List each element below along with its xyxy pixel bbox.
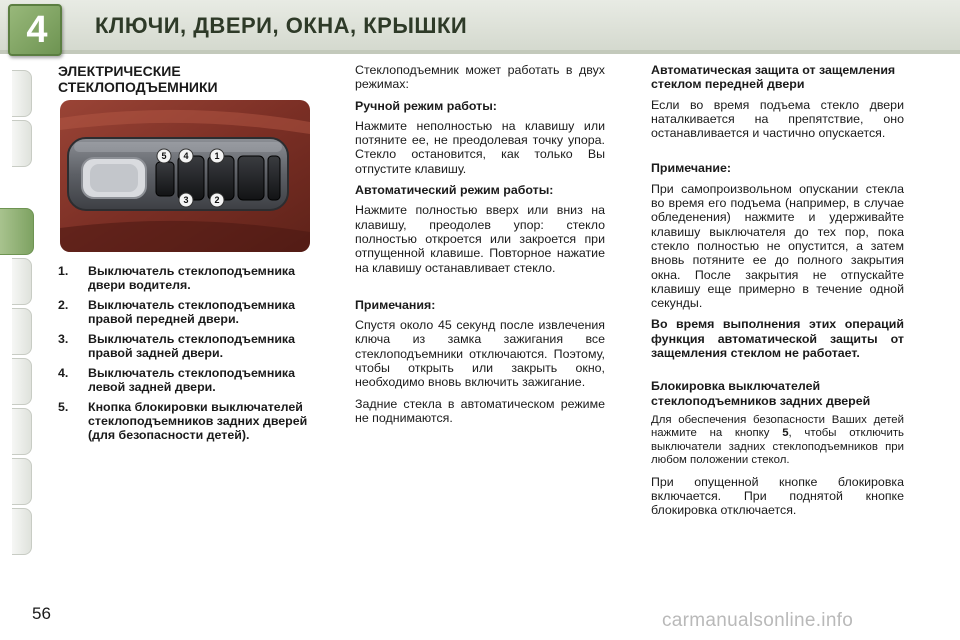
child-lock-button-number: 5 bbox=[782, 427, 789, 440]
antipinch-text: Если во время подъема стекло двери наталкивается на препятствие, оно останавливается и частично опускается. bbox=[651, 97, 904, 141]
legend-item bbox=[58, 332, 313, 360]
legend-text: Выключатель стеклоподъемника двери водителя. bbox=[88, 264, 296, 292]
section-title: ЭЛЕКТРИЧЕСКИЕ СТЕКЛОПОДЪЕМНИКИ bbox=[58, 63, 218, 95]
legend-text: Выключатель стеклоподъемника левой задней двери. bbox=[88, 366, 296, 394]
legend-item bbox=[58, 400, 313, 442]
side-tab-6[interactable] bbox=[12, 358, 32, 405]
door-handle bbox=[90, 164, 138, 192]
child-lock-text bbox=[651, 414, 904, 468]
antipinch-heading: Автоматическая защита от защемления стеклом передней двери bbox=[651, 63, 896, 92]
side-tab-2[interactable] bbox=[12, 120, 32, 167]
chapter-badge bbox=[8, 4, 62, 56]
legend-number: 2. bbox=[58, 298, 69, 312]
manual-mode-text: Нажмите неполностью на клавишу или потяните ее, не преодолевая точку упора. Стекло остановится, как только Вы отпустите клавишу. bbox=[355, 118, 605, 176]
chapter-title: КЛЮЧИ, ДВЕРИ, ОКНА, КРЫШКИ bbox=[95, 13, 468, 38]
manual-mode-heading: Ручной режим работы: bbox=[355, 98, 497, 113]
callout-4: 4 bbox=[183, 151, 189, 161]
legend-number: 3. bbox=[58, 332, 69, 346]
side-tab-5[interactable] bbox=[12, 308, 32, 355]
switch-3-rear-right[interactable] bbox=[208, 156, 234, 200]
legend-item bbox=[58, 366, 313, 394]
child-lock-state: При опущенной кнопке блокировка включается. При поднятой кнопке блокировка отключается. bbox=[651, 474, 904, 518]
watermark: carmanualsonline.info bbox=[662, 610, 854, 631]
legend-number: 1. bbox=[58, 264, 69, 278]
switch-1-driver[interactable] bbox=[238, 156, 264, 200]
panel-gloss bbox=[74, 142, 282, 152]
notes-text-rear: Задние стекла в автоматическом режиме не поднимаются. bbox=[355, 396, 605, 425]
window-switch-photo bbox=[60, 100, 310, 252]
notes-text-ignition: Спустя около 45 секунд после извлечения ключа из замка зажигания все стеклоподъемники отключаются. Поэтому, чтобы открыть или закрыть окно, необходимо вновь включить зажигание. bbox=[355, 318, 605, 390]
note-text: При самопроизвольном опускании стекла во время его подъема (например, в случае обледенения) нажмите и удерживайте клавишу выключателя до тех пор, пока стекло полностью не опустится, а затем вновь потяните ее до полного закрытия окна. После закрытия не отпускайте клавишу еще примерно в течение одной секунды. bbox=[651, 181, 904, 311]
side-tab-4[interactable] bbox=[12, 258, 32, 305]
note-heading: Примечание: bbox=[651, 161, 732, 176]
child-lock-text-b: , чтобы отключить выключатели задних стеклоподъемников при любом положении стекол. bbox=[651, 427, 904, 467]
switch-5-lock-button[interactable] bbox=[156, 162, 174, 196]
legend-text: Кнопка блокировки выключателей стеклоподъемников задних дверей (для безопасности детей). bbox=[88, 400, 308, 442]
legend-item bbox=[58, 298, 313, 326]
side-tab-1[interactable] bbox=[12, 70, 32, 117]
antipinch-warning: Во время выполнения этих операций функция автоматической защиты от защемления стеклом не работает. bbox=[651, 317, 904, 361]
legend-text: Выключатель стеклоподъемника правой передней двери. bbox=[88, 298, 296, 326]
callout-3: 3 bbox=[183, 195, 189, 205]
legend-text: Выключатель стеклоподъемника правой задней двери. bbox=[88, 332, 296, 360]
column-modes bbox=[355, 63, 605, 432]
child-lock-heading: Блокировка выключателей стеклоподъемников задних дверей bbox=[651, 379, 871, 408]
legend-item bbox=[58, 264, 313, 292]
notes-heading: Примечания: bbox=[355, 297, 436, 312]
side-tab-active[interactable] bbox=[0, 208, 34, 255]
side-tab-8[interactable] bbox=[12, 458, 32, 505]
modes-intro: Стеклоподъемник может работать в двух режимах: bbox=[355, 63, 605, 92]
page-number: 56 bbox=[32, 604, 51, 623]
auto-mode-heading: Автоматический режим работы: bbox=[355, 183, 554, 198]
switch-2-front-right[interactable] bbox=[268, 156, 280, 200]
chapter-number: 4 bbox=[26, 9, 48, 51]
column-protection bbox=[651, 63, 904, 524]
legend-number: 4. bbox=[58, 366, 69, 380]
header-strip bbox=[0, 50, 960, 54]
switch-4-rear-left[interactable] bbox=[178, 156, 204, 200]
auto-mode-text: Нажмите полностью вверх или вниз на клавишу, преодолев упор: стекло полностью откроется или закроется при отпущенной клавише. Повторное нажатие на клавишу останавливает стекло. bbox=[355, 203, 605, 275]
child-lock-text-a: Для обеспечения безопасности Ваших детей нажмите на кнопку bbox=[651, 413, 904, 440]
side-tab-9[interactable] bbox=[12, 508, 32, 555]
switch-legend bbox=[58, 264, 313, 448]
callout-1: 1 bbox=[214, 151, 220, 161]
callout-2: 2 bbox=[214, 195, 220, 205]
callout-5: 5 bbox=[161, 151, 167, 161]
side-tabs bbox=[0, 62, 34, 582]
legend-number: 5. bbox=[58, 400, 69, 414]
side-tab-7[interactable] bbox=[12, 408, 32, 455]
